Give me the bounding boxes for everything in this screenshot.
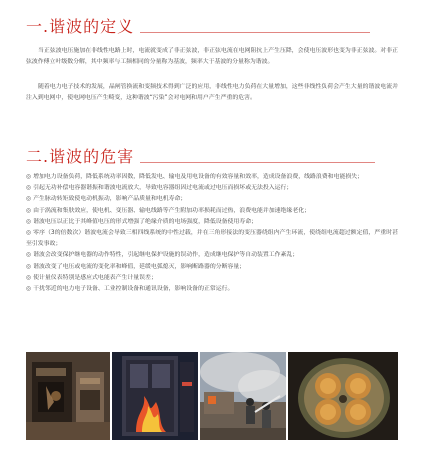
hazard-item [26, 284, 398, 295]
section-1-heading [26, 14, 370, 37]
hazard-text: 零序（3的倍数次）谐波电流会导致三相四线系统的中性过载，并在三角形接法的变压器绕组内产生环流，使绕组电流超过额定值，严重时甚至引发事故； [26, 230, 398, 248]
cable-cross-section-photo [288, 352, 398, 440]
firefighters-photo [200, 352, 286, 440]
bullet-mark-icon: ◎ [26, 252, 32, 259]
section-2-title: 二.谐波的危害 [26, 147, 135, 166]
burned-equipment-photo [26, 352, 110, 440]
hazard-text: 谐波改变了电压或电流的变化率和峰值，延缓电弧熄灭，影响断路器的分断容量； [33, 263, 246, 270]
hazard-text: 谐波电压以正比于其峰值电压的形式增强了绝缘介质的电场强度，降低设备使用寿命； [33, 218, 257, 225]
definition-paragraph-1: 当正弦波电压施加在非线性电路上时，电流就变成了非正弦波，非正弦电流在电网阻抗上产生压降，会使电压波形也变为非正弦波。对非正弦波作傅立叶级数分解，其中频率与工频相同的分量称为基波，频率大于基波的分量称为谐波。 [26, 48, 398, 65]
bullet-mark-icon: ◎ [26, 196, 32, 203]
hazard-text: 产生脉动转矩致使电动机振动，影响产品质量和电机寿命； [33, 196, 187, 203]
firefighters-image [200, 352, 286, 440]
section-2-divider [140, 162, 375, 163]
hazard-item [26, 194, 398, 205]
hazard-text: 干扰邻近的电力电子设备、工业控制设备和通讯设备，影响设备的正常运行。 [33, 286, 234, 293]
bullet-mark-icon: ◎ [26, 263, 32, 270]
switchgear-fire-photo [112, 352, 198, 440]
photo-strip [26, 352, 398, 440]
hazard-text: 使计量仪表特别是感应式电能表产生计量误差； [33, 274, 157, 281]
hazard-item [26, 206, 398, 217]
hazard-text: 谐波会改变保护继电器的动作特性，引起继电保护设施的误动作，造成继电保护等自动装置工作紊乱； [33, 252, 299, 259]
bullet-mark-icon: ◎ [26, 286, 32, 293]
bullet-mark-icon: ◎ [26, 218, 32, 225]
hazard-item [26, 250, 398, 261]
hazards-list [26, 172, 398, 295]
section-1-title: 一.谐波的定义 [26, 17, 135, 36]
hazard-item [26, 172, 398, 183]
hazard-item [26, 217, 398, 228]
hazard-item [26, 228, 398, 250]
section-1-divider [140, 32, 370, 33]
hazard-item [26, 262, 398, 273]
bullet-mark-icon: ◎ [26, 207, 32, 214]
burned-equipment-image [26, 352, 110, 440]
switchgear-fire-image [112, 352, 198, 440]
hazard-item [26, 183, 398, 194]
bullet-mark-icon: ◎ [26, 230, 32, 237]
hazard-text: 由于涡流和集肤效应，使电机、变压器、输电线路等产生附加功率损耗而过热，浪费电能并加速绝缘老化； [33, 207, 310, 214]
hazard-item [26, 273, 398, 284]
section-2-heading [26, 144, 375, 167]
definition-paragraph-2: 随着电力电子技术的发展，晶闸管换流和变频技术得到广泛的应用，非线性电力负荷在大量增加，这些非线性负荷会产生大量的谐波电流并注入到电网中，使电网电压产生畸变，这种谐波“污染”会对电网和用户产生严重的危害。 [26, 84, 398, 101]
bullet-mark-icon: ◎ [26, 274, 32, 281]
cable-cross-section-image [288, 352, 398, 440]
hazard-text: 增加电力设备负荷，降低系统功率因数，降低发电、输电及用电设备的有效容量和效率，造成设备浪费，线路浪费和电能损失； [33, 174, 364, 180]
bullet-mark-icon: ◎ [26, 185, 32, 192]
bullet-mark-icon: ◎ [26, 174, 32, 180]
hazard-text: 引起无功补偿电容器谐振和谐波电流放大，导致电容器组因过电流或过电压而损坏或无法投入运行； [33, 185, 293, 192]
